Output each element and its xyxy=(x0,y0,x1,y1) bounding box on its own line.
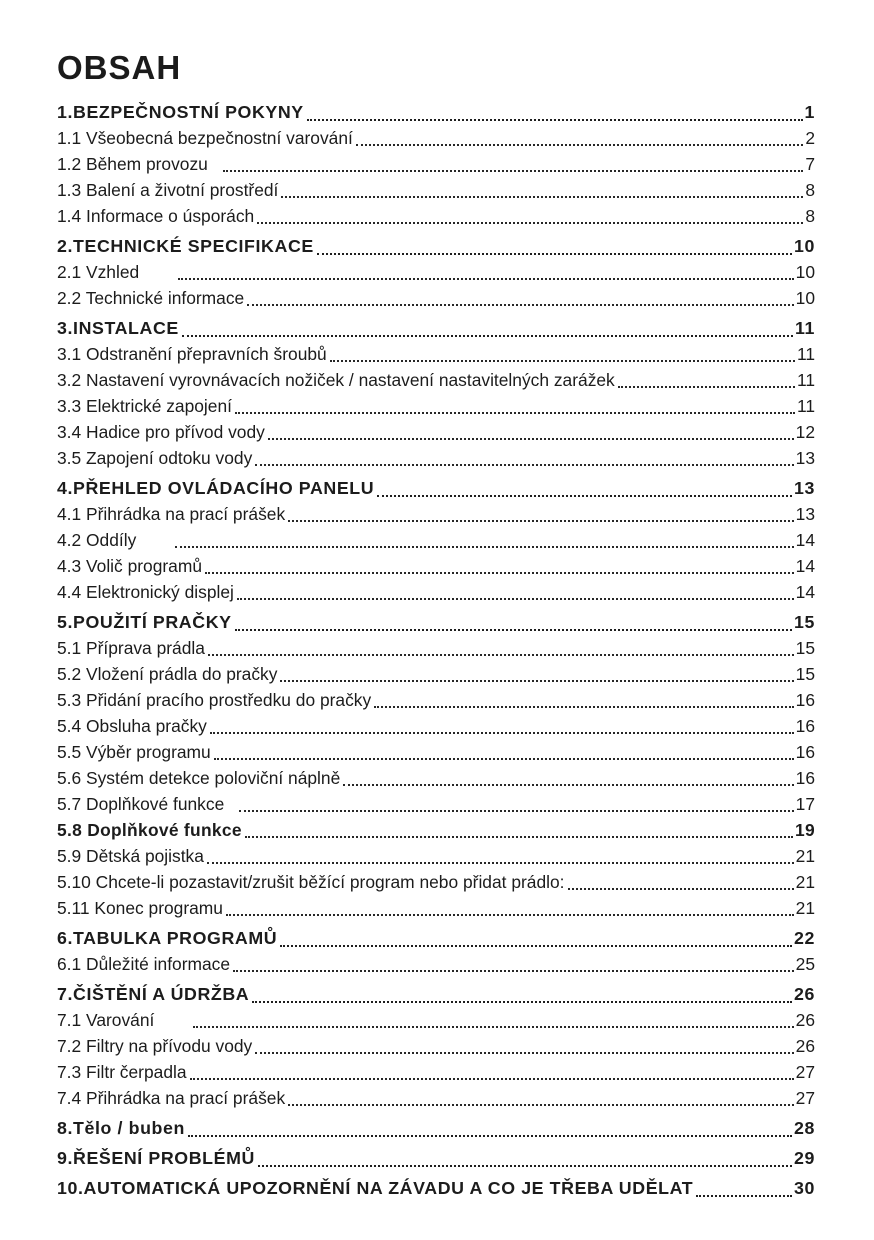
toc-entry xyxy=(57,981,815,1007)
toc-entry-page: 21 xyxy=(795,872,815,892)
toc-entry xyxy=(57,259,815,285)
toc-entry-label: 2.2 Technické informace xyxy=(57,288,245,308)
toc-entry xyxy=(57,687,815,713)
toc-entry-label: 6.1 Důležité informace xyxy=(57,954,231,974)
dot-leader xyxy=(226,914,794,916)
dot-leader xyxy=(280,945,792,947)
toc-entry-page: 27 xyxy=(795,1088,815,1108)
toc-entry-label: 2.1 Vzhled xyxy=(57,262,140,282)
dot-leader xyxy=(255,1052,793,1054)
toc-entry-page: 26 xyxy=(795,1036,815,1056)
toc-entry-page: 16 xyxy=(795,716,815,736)
toc-entry-page: 7 xyxy=(805,154,815,174)
page-title: OBSAH xyxy=(57,49,182,86)
toc-entry xyxy=(57,925,815,951)
toc-entry-label: 4.3 Volič programů xyxy=(57,556,203,576)
toc-entry-page: 21 xyxy=(795,846,815,866)
toc-entry-page: 11 xyxy=(796,370,815,390)
dot-leader xyxy=(223,170,804,172)
toc-entry xyxy=(57,475,815,501)
toc-entry-label: 5.8 Doplňkové funkce xyxy=(57,820,242,840)
toc-entry xyxy=(57,1115,815,1141)
toc-entry-label: 5.6 Systém detekce poloviční náplně xyxy=(57,768,341,788)
toc-entry-page: 27 xyxy=(795,1062,815,1082)
toc-entry-page: 11 xyxy=(795,318,815,338)
toc-entry-label: 10.AUTOMATICKÁ UPOZORNĚNÍ NA ZÁVADU A CO JE TŘEBA UDĚLAT xyxy=(57,1178,694,1198)
dot-leader xyxy=(618,386,795,388)
dot-leader xyxy=(245,836,793,838)
dot-leader xyxy=(210,732,794,734)
dot-leader xyxy=(258,1165,792,1167)
toc-entry-label: 7.ČIŠTĚNÍ A ÚDRŽBA xyxy=(57,984,250,1004)
toc-entry-page: 22 xyxy=(794,928,815,948)
toc-entry-page: 2 xyxy=(805,128,815,148)
toc-entry-page: 11 xyxy=(796,344,815,364)
dot-leader xyxy=(237,598,794,600)
toc-entry-page: 17 xyxy=(795,794,815,814)
toc-entry xyxy=(57,843,815,869)
toc-entry-page: 8 xyxy=(805,180,815,200)
toc-entry-page: 8 xyxy=(805,206,815,226)
toc-entry-label: 7.4 Přihrádka na prací prášek xyxy=(57,1088,286,1108)
toc-entry-label: 4.PŘEHLED OVLÁDACÍHO PANELU xyxy=(57,478,375,498)
toc-entry-label: 5.POUŽITÍ PRAČKY xyxy=(57,612,232,632)
toc-entry-label: 6.TABULKA PROGRAMŮ xyxy=(57,928,278,948)
toc-entry xyxy=(57,233,815,259)
dot-leader xyxy=(288,1104,794,1106)
toc-entry xyxy=(57,1175,815,1201)
toc-entry xyxy=(57,341,815,367)
toc-entry-label: 1.1 Všeobecná bezpečnostní varování xyxy=(57,128,353,148)
toc-entry-label: 3.5 Zapojení odtoku vody xyxy=(57,448,253,468)
toc-entry xyxy=(57,609,815,635)
toc-entry-page: 16 xyxy=(795,768,815,788)
toc-entry-page: 15 xyxy=(795,638,815,658)
toc-entry-label: 5.2 Vložení prádla do pračky xyxy=(57,664,278,684)
toc-entry-page: 13 xyxy=(795,448,815,468)
toc-list xyxy=(57,99,815,1201)
dot-leader xyxy=(178,278,793,280)
dot-leader xyxy=(175,546,793,548)
toc-entry-label: 5.9 Dětská pojistka xyxy=(57,846,204,866)
toc-entry xyxy=(57,661,815,687)
dot-leader xyxy=(307,119,803,121)
dot-leader xyxy=(193,1026,793,1028)
toc-entry xyxy=(57,713,815,739)
toc-entry xyxy=(57,951,815,977)
toc-entry-label: 7.2 Filtry na přívodu vody xyxy=(57,1036,253,1056)
dot-leader xyxy=(235,629,792,631)
dot-leader xyxy=(356,144,803,146)
toc-entry-page: 16 xyxy=(795,690,815,710)
toc-entry xyxy=(57,177,815,203)
toc-entry-page: 28 xyxy=(794,1118,815,1138)
dot-leader xyxy=(330,360,795,362)
dot-leader xyxy=(235,412,795,414)
dot-leader xyxy=(317,253,792,255)
dot-leader xyxy=(696,1195,792,1197)
toc-entry-page: 10 xyxy=(794,236,815,256)
toc-entry xyxy=(57,739,815,765)
toc-entry xyxy=(57,579,815,605)
dot-leader xyxy=(214,758,794,760)
dot-leader xyxy=(568,888,794,890)
toc-entry-label: 7.3 Filtr čerpadla xyxy=(57,1062,187,1082)
dot-leader xyxy=(377,495,792,497)
toc-entry xyxy=(57,419,815,445)
toc-entry-label: 3.4 Hadice pro přívod vody xyxy=(57,422,265,442)
toc-entry xyxy=(57,367,815,393)
toc-entry-page: 14 xyxy=(795,530,815,550)
dot-leader xyxy=(281,196,803,198)
toc-entry-label: 7.1 Varování xyxy=(57,1010,155,1030)
dot-leader xyxy=(233,970,794,972)
toc-entry-label: 9.ŘEŠENÍ PROBLÉMŮ xyxy=(57,1148,255,1168)
dot-leader xyxy=(188,1135,792,1137)
toc-entry xyxy=(57,445,815,471)
toc-entry xyxy=(57,1007,815,1033)
dot-leader xyxy=(257,222,803,224)
toc-entry-page: 15 xyxy=(794,612,815,632)
toc-entry-page: 13 xyxy=(794,478,815,498)
toc-entry-page: 15 xyxy=(795,664,815,684)
toc-entry-page: 1 xyxy=(804,102,815,122)
toc-entry-page: 19 xyxy=(795,820,815,840)
toc-entry-label: 5.5 Výběr programu xyxy=(57,742,211,762)
toc-entry xyxy=(57,501,815,527)
toc-entry-page: 30 xyxy=(794,1178,815,1198)
toc-entry xyxy=(57,869,815,895)
toc-entry-label: 5.10 Chcete-li pozastavit/zrušit běžící program nebo přidat prádlo: xyxy=(57,872,565,892)
toc-entry xyxy=(57,125,815,151)
toc-entry-page: 16 xyxy=(795,742,815,762)
toc-entry-page: 29 xyxy=(794,1148,815,1168)
toc-entry xyxy=(57,895,815,921)
toc-entry-label: 5.3 Přidání pracího prostředku do pračky xyxy=(57,690,372,710)
toc-entry xyxy=(57,1085,815,1111)
toc-entry xyxy=(57,203,815,229)
dot-leader xyxy=(208,654,794,656)
toc-entry-page: 26 xyxy=(794,984,815,1004)
toc-entry xyxy=(57,393,815,419)
toc-entry xyxy=(57,817,815,843)
toc-entry-label: 8.Tělo / buben xyxy=(57,1118,185,1138)
toc-entry xyxy=(57,99,815,125)
dot-leader xyxy=(255,464,793,466)
toc-entry xyxy=(57,151,815,177)
toc-entry-page: 11 xyxy=(796,396,815,416)
toc-entry-label: 3.3 Elektrické zapojení xyxy=(57,396,232,416)
dot-leader xyxy=(207,862,794,864)
toc-entry-label: 1.3 Balení a životní prostředí xyxy=(57,180,279,200)
toc-entry xyxy=(57,553,815,579)
toc-entry-label: 3.2 Nastavení vyrovnávacích nožiček / nastavení nastavitelných zarážek xyxy=(57,370,615,390)
toc-entry-label: 4.4 Elektronický displej xyxy=(57,582,234,602)
dot-leader xyxy=(239,810,793,812)
toc-entry xyxy=(57,1033,815,1059)
toc-entry-label: 3.INSTALACE xyxy=(57,318,179,338)
toc-entry-label: 5.11 Konec programu xyxy=(57,898,223,918)
toc-entry-page: 12 xyxy=(795,422,815,442)
toc-entry-page: 13 xyxy=(795,504,815,524)
dot-leader xyxy=(182,335,793,337)
toc-entry-page: 14 xyxy=(795,582,815,602)
toc-entry-label: 1.2 Během provozu xyxy=(57,154,208,174)
toc-entry-label: 4.1 Přihrádka na prací prášek xyxy=(57,504,286,524)
dot-leader xyxy=(280,680,793,682)
toc-entry xyxy=(57,1059,815,1085)
toc-entry-page: 25 xyxy=(795,954,815,974)
toc-entry-label: 1.4 Informace o úsporách xyxy=(57,206,255,226)
dot-leader xyxy=(343,784,793,786)
toc-entry-label: 2.TECHNICKÉ SPECIFIKACE xyxy=(57,236,314,256)
toc-entry-label: 1.BEZPEČNOSTNÍ POKYNY xyxy=(57,102,304,122)
toc-entry-label: 4.2 Oddíly xyxy=(57,530,137,550)
toc-entry xyxy=(57,765,815,791)
toc-entry-label: 5.1 Příprava prádla xyxy=(57,638,205,658)
toc-entry-label: 3.1 Odstranění přepravních šroubů xyxy=(57,344,327,364)
toc-entry xyxy=(57,527,815,553)
toc-entry xyxy=(57,791,815,817)
toc-entry-page: 21 xyxy=(795,898,815,918)
dot-leader xyxy=(374,706,793,708)
toc-entry-page: 26 xyxy=(795,1010,815,1030)
toc-entry-page: 10 xyxy=(795,288,815,308)
toc-entry-page: 14 xyxy=(795,556,815,576)
toc-entry xyxy=(57,315,815,341)
dot-leader xyxy=(190,1078,794,1080)
dot-leader xyxy=(268,438,794,440)
dot-leader xyxy=(205,572,794,574)
toc-entry xyxy=(57,635,815,661)
toc-entry-label: 5.4 Obsluha pračky xyxy=(57,716,207,736)
toc-entry xyxy=(57,285,815,311)
toc-entry xyxy=(57,1145,815,1171)
toc-entry-page: 10 xyxy=(795,262,815,282)
dot-leader xyxy=(247,304,793,306)
dot-leader xyxy=(252,1001,792,1003)
toc-entry-label: 5.7 Doplňkové funkce xyxy=(57,794,225,814)
dot-leader xyxy=(288,520,794,522)
